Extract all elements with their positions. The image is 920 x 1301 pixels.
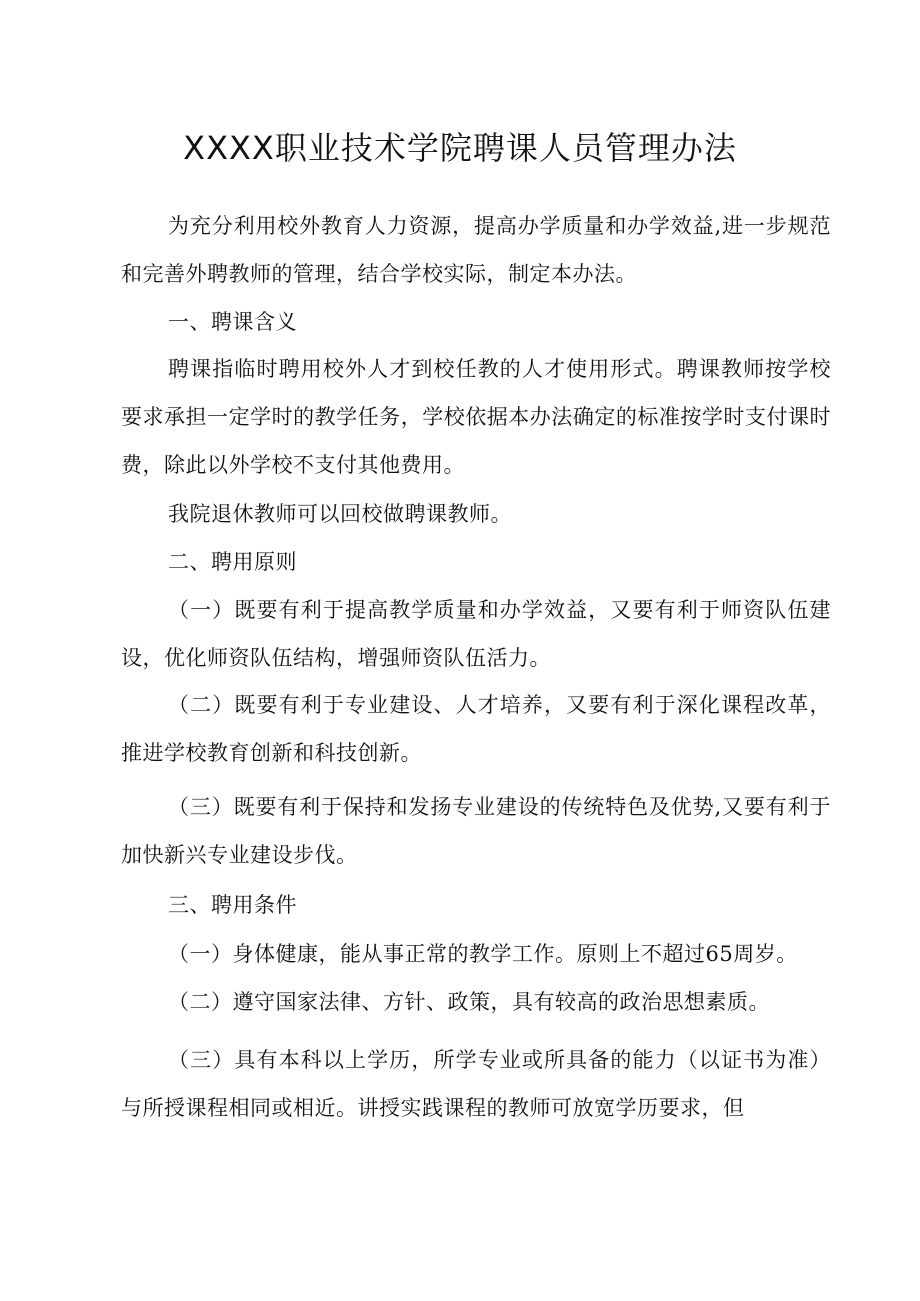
principle-item-3: （三）既要有利于保持和发扬专业建设的传统特色及优势,又要有利于加快新兴专业建设步伐。 xyxy=(121,795,831,867)
meaning-paragraph: 聘课指临时聘用校外人才到校任教的人才使用形式。聘课教师按学校要求承担一定学时的教学任务，学校依据本办法确定的标准按学时支付课时费，除此以外学校不支付其他费用。 xyxy=(121,357,831,477)
principle-item-1: （一）既要有利于提高教学质量和办学效益，又要有利于师资队伍建设，优化师资队伍结构，增强师资队伍活力。 xyxy=(121,598,831,670)
intro-paragraph: 为充分利用校外教育人力资源，提高办学质量和办学效益,进一步规范和完善外聘教师的管理，结合学校实际，制定本办法。 xyxy=(121,214,831,286)
section-heading-meaning: 一、聘课含义 xyxy=(168,310,297,334)
condition-item-2: （二）遵守国家法律、方针、政策，具有较高的政治思想素质。 xyxy=(168,990,770,1014)
condition-item-1: （一）身体健康，能从事正常的教学工作。原则上不超过65周岁。 xyxy=(168,942,798,966)
condition-item-3: （三）具有本科以上学历，所学专业或所具备的能力（以证书为准）与所授课程相同或相近。讲授实践课程的教师可放宽学历要求，但 xyxy=(121,1048,831,1120)
principle-item-2: （二）既要有利于专业建设、人才培养，又要有利于深化课程改革，推进学校教育创新和科技创新。 xyxy=(121,693,831,765)
section-heading-conditions: 三、聘用条件 xyxy=(168,893,297,917)
document-title: XXXX职业技术学院聘课人员管理办法 xyxy=(183,129,737,167)
retired-teacher-paragraph: 我院退休教师可以回校做聘课教师。 xyxy=(168,502,512,526)
section-heading-principles: 二、聘用原则 xyxy=(168,550,297,574)
